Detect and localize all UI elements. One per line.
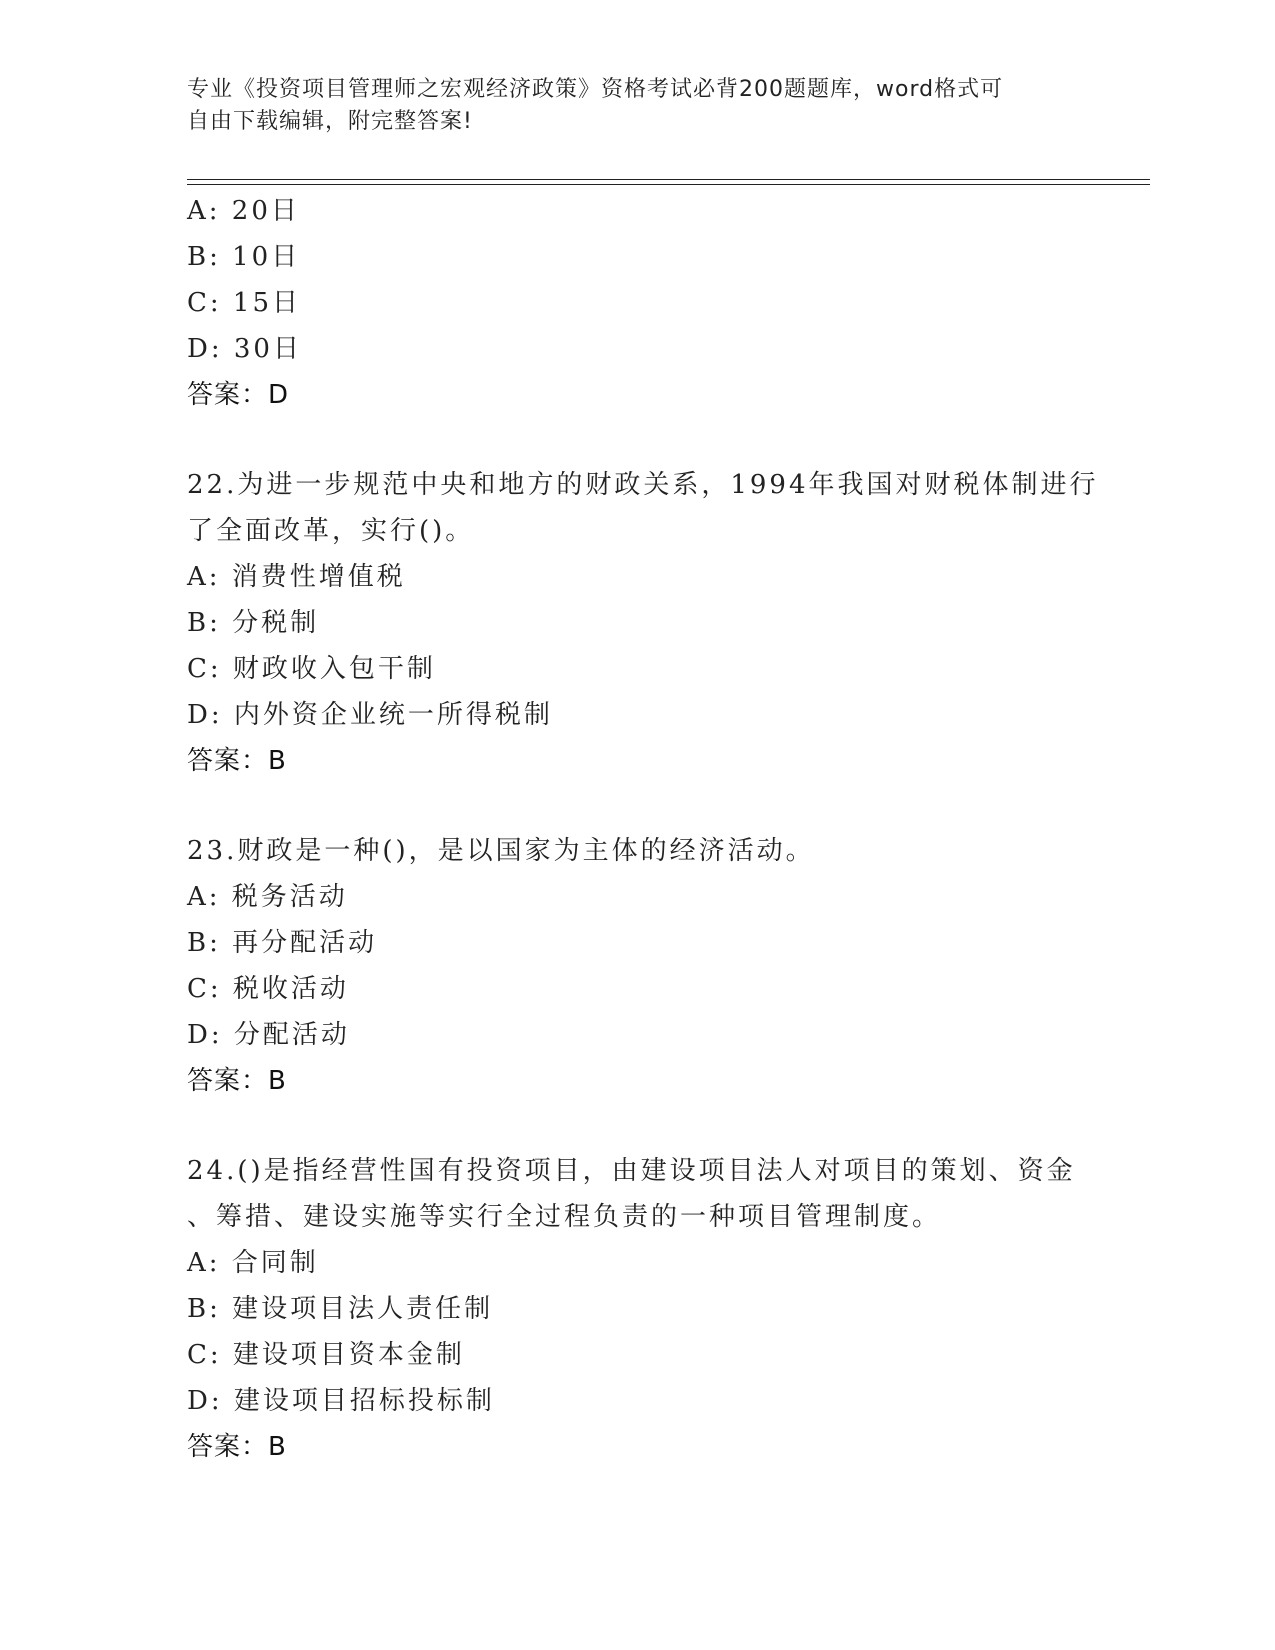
spacer bbox=[187, 418, 1147, 462]
option-b: B: 再分配活动 bbox=[187, 928, 378, 958]
option-c: C: 财政收入包干制 bbox=[187, 654, 436, 684]
option-d: D: 30日 bbox=[187, 334, 302, 364]
question-stem: 22.为进一步规范中央和地方的财政关系，1994年我国对财税体制进行 bbox=[187, 470, 1099, 500]
option-b: B: 10日 bbox=[187, 242, 301, 272]
question-23 bbox=[187, 828, 1147, 1104]
document-header bbox=[187, 74, 1087, 138]
option-a: A: 消费性增值税 bbox=[187, 562, 406, 592]
question-stem: 24.()是指经营性国有投资项目，由建设项目法人对项目的策划、资金 bbox=[187, 1156, 1076, 1186]
header-divider-bottom bbox=[187, 184, 1150, 185]
option-b: B: 分税制 bbox=[187, 608, 320, 638]
question-stem: 23.财政是一种()，是以国家为主体的经济活动。 bbox=[187, 836, 815, 866]
option-c: C: 建设项目资本金制 bbox=[187, 1340, 465, 1370]
option-d: D: 建设项目招标投标制 bbox=[187, 1386, 495, 1416]
answer: 答案：B bbox=[187, 746, 287, 776]
answer: 答案：D bbox=[187, 380, 290, 410]
question-stem-continued: 了全面改革，实行()。 bbox=[187, 516, 475, 546]
option-a: A: 合同制 bbox=[187, 1248, 319, 1278]
answer: 答案：B bbox=[187, 1432, 287, 1462]
option-d: D: 内外资企业统一所得税制 bbox=[187, 700, 553, 730]
question-list bbox=[187, 188, 1147, 1470]
spacer bbox=[187, 784, 1147, 828]
option-b: B: 建设项目法人责任制 bbox=[187, 1294, 494, 1324]
header-line-1: 专业《投资项目管理师之宏观经济政策》资格考试必背200题题库，word格式可 bbox=[187, 77, 1004, 102]
question-21 bbox=[187, 188, 1147, 418]
question-22 bbox=[187, 462, 1147, 784]
header-divider-top bbox=[187, 179, 1150, 180]
option-c: C: 税收活动 bbox=[187, 974, 349, 1004]
question-stem-continued: 、筹措、建设实施等实行全过程负责的一种项目管理制度。 bbox=[187, 1202, 942, 1232]
header-line-2: 自由下载编辑，附完整答案! bbox=[187, 109, 473, 134]
option-c: C: 15日 bbox=[187, 288, 302, 318]
option-a: A: 20日 bbox=[187, 196, 300, 226]
spacer bbox=[187, 1104, 1147, 1148]
option-a: A: 税务活动 bbox=[187, 882, 348, 912]
option-d: D: 分配活动 bbox=[187, 1020, 350, 1050]
answer: 答案：B bbox=[187, 1066, 287, 1096]
question-24 bbox=[187, 1148, 1147, 1470]
